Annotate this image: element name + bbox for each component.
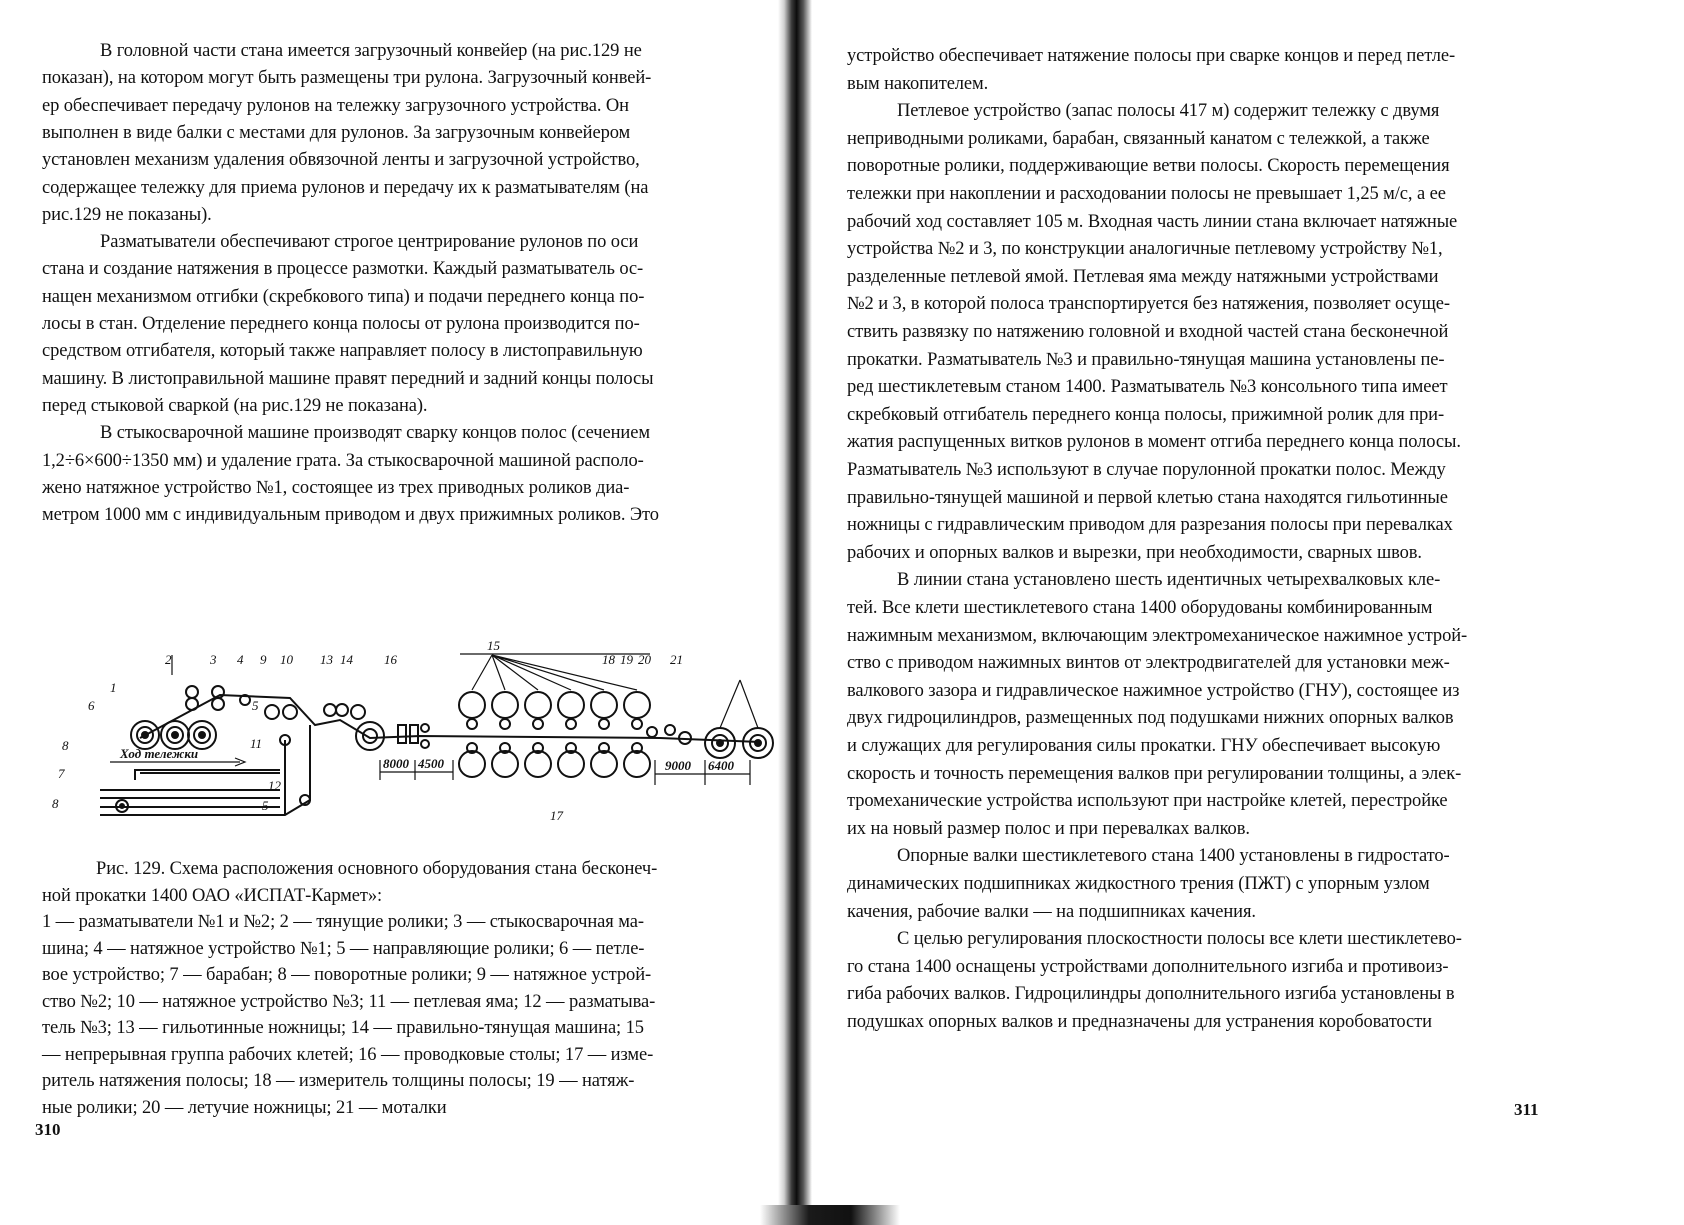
text-line: установлен механизм удаления обвязочной ленты и загрузочной устройство, — [42, 150, 640, 171]
text-line: правильно-тянущей машиной и первой клетью стана находятся гильотинные — [847, 487, 1448, 508]
dimension-label: 8000 — [383, 756, 409, 771]
text-line: рабочих и опорных валков и вырезки, при необходимости, сварных швов. — [847, 542, 1422, 563]
text-line: 1 — разматыватели №1 и №2; 2 — тянущие ролики; 3 — стыкосварочная ма- — [42, 912, 644, 932]
callout-number: 9 — [260, 652, 267, 667]
text-line: тромеханические устройства используют при настройке клетей, перестройке — [847, 791, 1448, 812]
callout-number: 15 — [487, 640, 500, 653]
callout-number: 4 — [237, 652, 244, 667]
text-line: гиба рабочих валков. Гидроцилиндры дополнительного изгиба установлены в — [847, 984, 1455, 1005]
text-line: устройства №2 и 3, по конструкции аналогичные петлевому устройству №1, — [847, 239, 1443, 260]
dimension-label: 9000 — [665, 758, 691, 773]
text-line: тележки при накоплении и расходовании полосы не превышает 1,25 м/с, а ее — [847, 184, 1446, 204]
text-line: — непрерывная группа рабочих клетей; 16 — проводковые столы; 17 — изме- — [42, 1044, 654, 1065]
text-line: Петлевое устройство (запас полосы 417 м) содержит тележку с двумя — [897, 101, 1440, 122]
text-line: Рис. 129. Схема расположения основного оборудования стана бесконеч- — [96, 859, 658, 879]
text-line: средством отгибателя, который также направляет полосу в листоправильную — [42, 341, 643, 362]
text-line: тей. Все клети шестиклетевого стана 1400 оборудованы комбинированным — [847, 598, 1433, 618]
text-line: ствить развязку по натяжению головной и входной частей стана бесконечной — [847, 322, 1449, 342]
right-page — [792, 0, 1684, 1225]
text-line: шина; 4 — натяжное устройство №1; 5 — направляющие ролики; 6 — петле- — [42, 938, 645, 959]
travel-label: Ход тележки — [120, 746, 199, 761]
text-line: №2 и 3, в которой полоса транспортируется без натяжения, позволяет осуще- — [847, 294, 1450, 315]
text-line: и служащих для регулирования силы прокатки. ГНУ обеспечивает высокую — [847, 736, 1441, 756]
text-line: лосы в стан. Отделение переднего конца полосы от рулона производится по- — [42, 314, 640, 334]
text-line: нащен механизмом отгибки (скребкового типа) и подачи переднего конца по- — [42, 286, 645, 307]
text-line: жено натяжное устройство №1, состоящее из трех приводных роликов диа- — [42, 477, 630, 498]
text-line: ножницы с гидравлическим приводом для разрезания полосы при перевалках — [847, 515, 1453, 536]
callout-number: 18 — [602, 652, 615, 667]
text-line: подушках опорных валков и предназначены для устранения коробоватости — [847, 1012, 1432, 1032]
left-page — [0, 0, 792, 1225]
text-line: ство №2; 10 — натяжное устройство №3; 11 — петлевая яма; 12 — разматыва- — [42, 991, 656, 1012]
text-line: динамических подшипниках жидкостного трения (ПЖТ) с упорным узлом — [847, 874, 1430, 894]
text-line: скорость и точность перемещения валков при регулировании толщины, а элек- — [847, 763, 1462, 784]
callout-number: 13 — [320, 652, 333, 667]
callout-number: 5 — [262, 798, 269, 813]
text-line: тель №3; 13 — гильотинные ножницы; 14 — правильно-тянущая машина; 15 — [42, 1018, 644, 1038]
text-line: прокатки. Разматыватель №3 и правильно-тянущая машина установлены пе- — [847, 349, 1445, 370]
callout-number: 16 — [384, 652, 397, 667]
text-line: В стыкосварочной машине производят сварку концов полос (сечением — [100, 423, 650, 444]
callout-number: 20 — [638, 652, 651, 667]
callout-number: 2 — [165, 652, 172, 667]
text-line: разделенные петлевой ямой. Петлевая яма между натяжными устройствами — [847, 266, 1439, 287]
text-line: содержащее тележку для приема рулонов и передачу их к разматывателям (на — [42, 177, 649, 198]
text-line: 1,2÷6×600÷1350 мм) и удаление грата. За стыкосварочной машиной располо- — [42, 450, 644, 471]
callout-number: 8 — [62, 738, 69, 753]
callout-number: 12 — [268, 778, 281, 793]
text-line: валкового зазора и гидравлическое нажимное устройство (ГНУ), состоящее из — [847, 680, 1460, 701]
callout-number: 19 — [620, 652, 633, 667]
callout-number: 7 — [58, 766, 65, 781]
text-line: двух гидроцилиндров, размещенных под подушками нижних опорных валков — [847, 708, 1454, 729]
text-line: Разматыватели обеспечивают строгое центрирование рулонов по оси — [100, 232, 639, 253]
page-number-right: 311 — [1514, 1100, 1539, 1119]
text-line: ер обеспечивает передачу рулонов на тележку загрузочного устройства. Он — [42, 95, 629, 116]
text-line: жатия распущенных витков рулонов в момент отгиба переднего конца полосы. — [847, 432, 1461, 453]
text-line: их на новый размер полос и при перевалках валков. — [847, 818, 1250, 839]
text-line: поворотные ролики, поддерживающие ветви полосы. Скорость перемещения — [847, 156, 1450, 177]
text-line: В линии стана установлено шесть идентичных четырехвалковых кле- — [897, 570, 1441, 591]
dimension-label: 6400 — [708, 758, 734, 773]
text-line: рис.129 не показаны). — [42, 204, 212, 225]
text-line: нажимным механизмом, включающим электромеханическое нажимное устрой- — [847, 625, 1468, 646]
callout-number: 3 — [210, 652, 217, 667]
callout-number: 6 — [88, 698, 95, 713]
text-line: качения, рабочие валки — на подшипниках качения. — [847, 901, 1256, 922]
text-line: устройство обеспечивает натяжение полосы при сварке концов и перед петле- — [847, 46, 1456, 66]
text-line: скребковый отгибатель переднего конца полосы, прижимной ролик для при- — [847, 404, 1445, 425]
text-line: В головной части стана имеется загрузочный конвейер (на рис.129 не — [100, 41, 642, 61]
text-line: ред шестиклетевым станом 1400. Разматыватель №3 консольного типа имеет — [847, 377, 1448, 398]
callout-number: 11 — [250, 736, 263, 751]
equipment-layout-diagram — [40, 640, 780, 850]
text-line: С целью регулирования плоскостности полосы все клети шестиклетево- — [897, 929, 1462, 950]
text-line: неприводными роликами, барабан, связанный канатом с тележкой, а также — [847, 128, 1430, 149]
text-line: стана и создание натяжения в процессе размотки. Каждый разматыватель ос- — [42, 259, 644, 280]
text-line: вым накопителем. — [847, 73, 989, 94]
callout-number: 8 — [52, 796, 59, 811]
text-line: машину. В листоправильной машине правят передний и задний концы полосы — [42, 368, 654, 389]
callout-number: 21 — [670, 652, 683, 667]
dimension-label: 4500 — [418, 756, 444, 771]
text-line: выполнен в виде балки с местами для рулонов. За загрузочным конвейером — [42, 122, 631, 143]
text-line: ритель натяжения полосы; 18 — измеритель толщины полосы; 19 — натяж- — [42, 1071, 635, 1091]
page-number-left: 310 — [35, 1120, 61, 1139]
callout-number: 17 — [550, 808, 563, 823]
text-line: показан), на котором могут быть размещены три рулона. Загрузочный конвей- — [42, 68, 652, 89]
text-line: Разматыватель №3 используют в случае порулонной прокатки полос. Между — [847, 460, 1446, 480]
text-line: ные ролики; 20 — летучие ножницы; 21 — моталки — [42, 1097, 447, 1118]
text-line: Опорные валки шестиклетевого стана 1400 установлены в гидростато- — [897, 846, 1450, 867]
text-line: перед стыковой сваркой (на рис.129 не показана). — [42, 395, 428, 416]
callout-number: 1 — [110, 680, 117, 695]
text-line: ной прокатки 1400 ОАО «ИСПАТ-Кармет»: — [42, 885, 383, 906]
callout-number: 5 — [252, 698, 259, 713]
text-line: вое устройство; 7 — барабан; 8 — поворотные ролики; 9 — натяжное устрой- — [42, 965, 652, 985]
text-line: го стана 1400 оснащены устройствами дополнительного изгиба и противоиз- — [847, 956, 1449, 977]
text-line: ство с приводом нажимных винтов от электродвигателей для установки меж- — [847, 653, 1450, 674]
callout-number: 10 — [280, 652, 293, 667]
text-line: рабочий ход составляет 105 м. Входная часть линии стана включает натяжные — [847, 211, 1458, 232]
text-line: метром 1000 мм с индивидуальным приводом и двух прижимных роликов. Это — [42, 505, 659, 526]
callout-number: 14 — [340, 652, 353, 667]
